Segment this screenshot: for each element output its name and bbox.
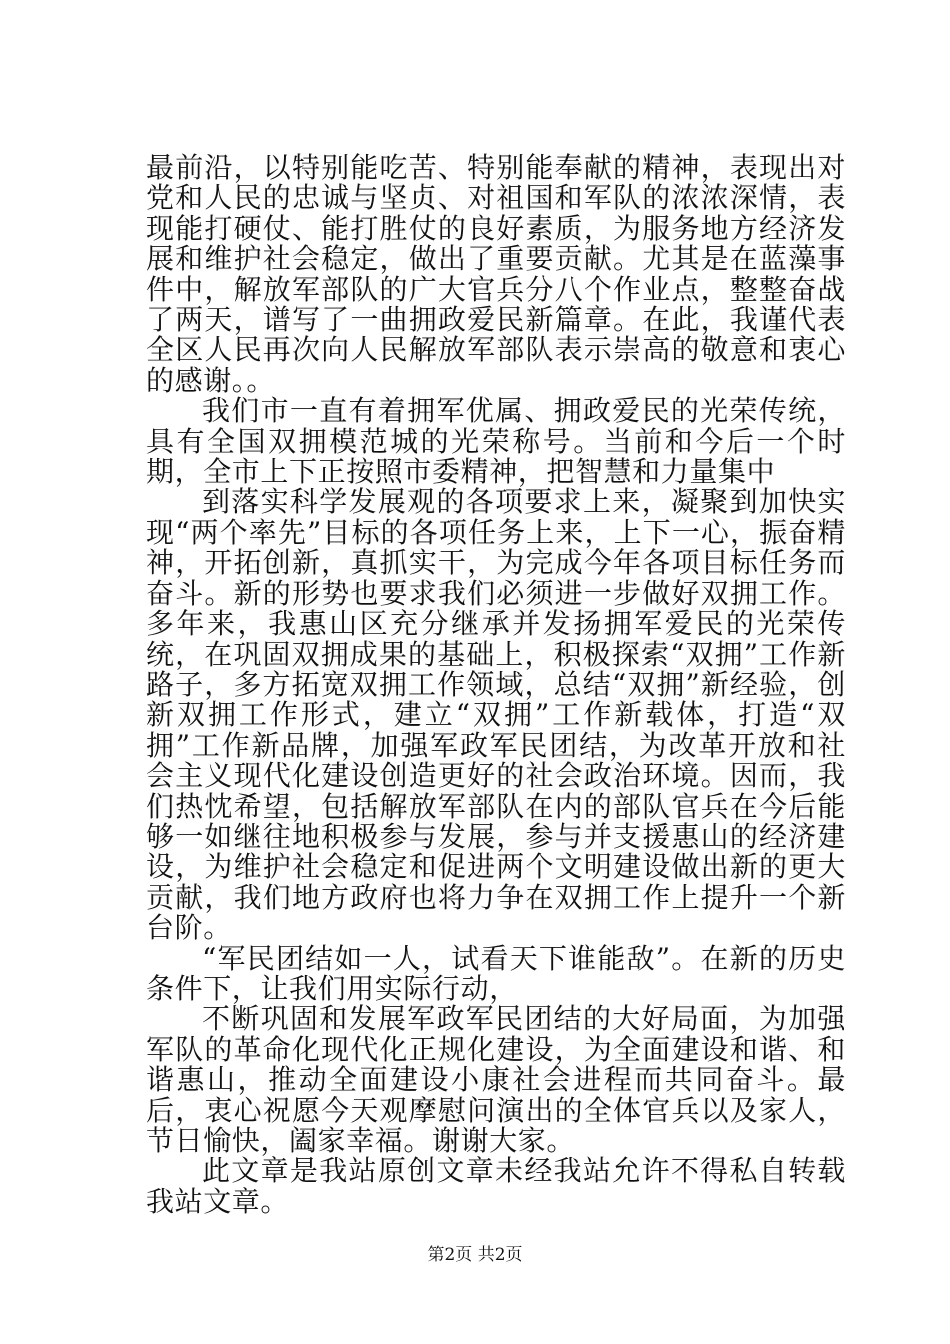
paragraph-4: “军民团结如一人，试看天下谁能敌”。在新的历史条件下，让我们用实际行动， [146, 941, 846, 1005]
paragraph-1: 最前沿，以特别能吃苦、特别能奉献的精神，表现出对党和人民的忠诚与坚贞、对祖国和军队的浓浓深情，表现能打硬仗、能打胜仗的良好素质，为服务地方经济发展和维护社会稳定，做出了重要贡献。尤其是在蓝藻事件中，解放军部队的广大官兵分八个作业点，整整奋战了两天，谱写了一曲拥政爱民新篇章。在此，我谨代表全区人民再次向人民解放军部队表示崇高的敬意和衷心的感谢。。 [146, 151, 846, 397]
paragraph-6: 此文章是我站原创文章未经我站允许不得私自转载我站文章。 [146, 1154, 846, 1218]
page-number-footer: 第2页 共2页 [427, 1245, 523, 1265]
paragraph-2: 我们市一直有着拥军优属、拥政爱民的光荣传统，具有全国双拥模范城的光荣称号。当前和今后一个时期，全市上下正按照市委精神，把智慧和力量集中 [146, 394, 846, 489]
paragraph-5: 不断巩固和发展军政军民团结的大好局面，为加强军队的革命化现代化正规化建设，为全面建设和谐、和谐惠山，推动全面建设小康社会进程而共同奋斗。最后，衷心祝愿今天观摩慰问演出的全体官兵以及家人，节日愉快，阖家幸福。谢谢大家。 [146, 1002, 846, 1157]
paragraph-3: 到落实科学发展观的各项要求上来，凝聚到加快实现“两个率先”目标的各项任务上来，上下一心，振奋精神，开拓创新，真抓实干，为完成今年各项目标任务而奋斗。新的形势也要求我们必须进一步做好双拥工作。多年来，我惠山区充分继承并发扬拥军爱民的光荣传统，在巩固双拥成果的基础上，积极探索“双拥”工作新路子，多方拓宽双拥工作领域，总结“双拥”新经验，创新双拥工作形式，建立“双拥”工作新载体，打造“双拥”工作新品牌，加强军政军民团结，为改革开放和社会主义现代化建设创造更好的社会政治环境。因而，我们热忱希望，包括解放军部队在内的部队官兵在今后能够一如继往地积极参与发展，参与并支援惠山的经济建设，为维护社会稳定和促进两个文明建设做出新的更大贡献，我们地方政府也将力争在双拥工作上提升一个新台阶。 [146, 485, 846, 945]
document-body [146, 153, 846, 1217]
